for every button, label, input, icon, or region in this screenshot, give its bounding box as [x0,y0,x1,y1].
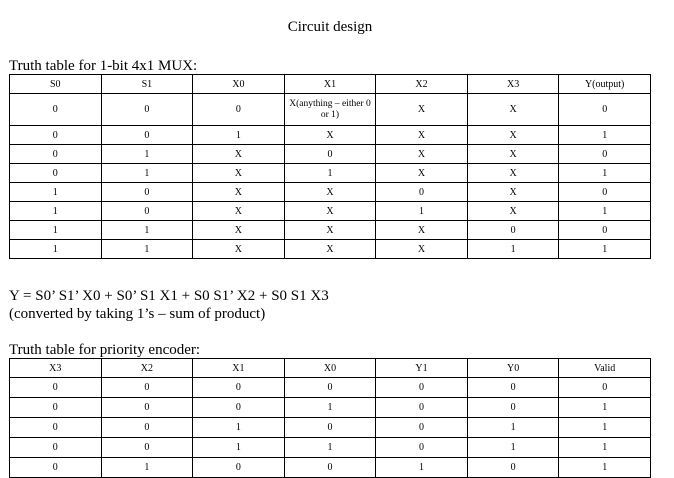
encoder-table-caption: Truth table for priority encoder: [9,342,201,358]
table-cell: 1 [10,183,102,202]
table-cell: X [467,145,559,164]
table-cell: X [193,183,285,202]
table-cell: 1 [559,438,651,458]
table-cell: X [376,145,468,164]
table-cell: 0 [467,398,559,418]
table-row [10,458,651,478]
table-cell: 0 [101,126,193,145]
table-cell: 0 [101,94,193,126]
boolean-equation: Y = S0’ S1’ X0 + S0’ S1 X1 + S0 S1’ X2 + S0 S1 X3 [9,288,329,304]
table-cell: 0 [193,398,285,418]
table-row [10,183,651,202]
header-cell: X0 [193,75,285,94]
table-cell: 0 [559,221,651,240]
table-cell: 0 [284,418,376,438]
table-cell: 0 [10,398,102,418]
header-cell: Y0 [467,359,559,378]
table-cell: 0 [559,145,651,164]
table-cell: 0 [284,458,376,478]
table-cell: 0 [376,418,468,438]
header-cell: X3 [10,359,102,378]
table-cell: 0 [10,438,102,458]
table-cell: X [284,202,376,221]
table-cell: 0 [10,378,102,398]
header-cell: X2 [376,75,468,94]
table-cell: 0 [376,378,468,398]
header-cell: Y(output) [559,75,651,94]
table-cell: 1 [284,398,376,418]
table-cell: 1 [101,240,193,259]
table-cell: 0 [10,458,102,478]
table-cell: X(anything – either 0 or 1) [284,94,376,126]
table-cell: 1 [376,458,468,478]
table-cell: 1 [193,438,285,458]
table-cell: 0 [101,202,193,221]
table-cell: 0 [193,94,285,126]
table-cell: X [467,202,559,221]
table-row [10,378,651,398]
table-cell: 1 [193,126,285,145]
table-cell: 1 [559,398,651,418]
table-cell: 0 [467,458,559,478]
table-cell: X [467,164,559,183]
table-cell: 1 [559,418,651,438]
table-cell: 0 [10,164,102,183]
table-cell: 0 [101,438,193,458]
table-header-row [10,75,651,94]
table-cell: 0 [10,145,102,164]
table-row [10,94,651,126]
table-row [10,126,651,145]
table-cell: 1 [101,164,193,183]
header-cell: Valid [559,359,651,378]
table-row [10,418,651,438]
table-cell: 1 [467,240,559,259]
equation-note: (converted by taking 1’s – sum of product) [9,306,266,322]
header-cell: X2 [101,359,193,378]
table-cell: 0 [559,94,651,126]
table-cell: 1 [284,438,376,458]
header-cell: X1 [284,75,376,94]
table-cell: 0 [10,418,102,438]
table-cell: X [284,221,376,240]
table-cell: 0 [376,398,468,418]
table-row [10,164,651,183]
table-cell: X [376,221,468,240]
table-cell: 1 [101,145,193,164]
header-cell: Y1 [376,359,468,378]
header-cell: S1 [101,75,193,94]
table-cell: 0 [10,94,102,126]
table-row [10,145,651,164]
table-cell: 1 [559,240,651,259]
table-cell: X [376,164,468,183]
mux-truth-table [9,74,651,259]
table-cell: 1 [559,164,651,183]
table-cell: 0 [284,378,376,398]
table-cell: 0 [101,398,193,418]
table-row [10,240,651,259]
table-cell: 0 [284,145,376,164]
table-cell: 1 [101,221,193,240]
table-cell: X [193,145,285,164]
table-cell: 1 [10,202,102,221]
table-row [10,221,651,240]
table-cell: 1 [467,438,559,458]
table-cell: 1 [467,418,559,438]
mux-table-caption: Truth table for 1-bit 4x1 MUX: [9,58,198,74]
table-cell: 1 [284,164,376,183]
table-cell: 0 [467,378,559,398]
table-cell: 0 [10,126,102,145]
table-cell: 1 [101,458,193,478]
page-title: Circuit design [287,19,373,35]
header-cell: X3 [467,75,559,94]
table-cell: X [467,126,559,145]
header-cell: X1 [193,359,285,378]
table-row [10,398,651,418]
table-cell: X [284,183,376,202]
table-cell: X [467,94,559,126]
table-cell: X [193,221,285,240]
table-cell: 1 [559,202,651,221]
table-row [10,202,651,221]
table-cell: 1 [10,240,102,259]
header-cell: S0 [10,75,102,94]
table-cell: X [376,240,468,259]
table-cell: 0 [559,378,651,398]
table-cell: 0 [193,458,285,478]
table-cell: X [376,126,468,145]
table-cell: 1 [10,221,102,240]
table-header-row [10,359,651,378]
table-cell: 0 [101,183,193,202]
table-cell: 0 [101,378,193,398]
table-cell: 0 [193,378,285,398]
table-cell: X [193,202,285,221]
table-cell: X [376,94,468,126]
table-cell: 0 [101,418,193,438]
table-row [10,438,651,458]
table-cell: X [284,240,376,259]
table-cell: 0 [376,438,468,458]
table-cell: X [193,240,285,259]
table-cell: 0 [376,183,468,202]
table-cell: 1 [193,418,285,438]
table-cell: 1 [559,126,651,145]
table-cell: X [467,183,559,202]
table-cell: 1 [376,202,468,221]
priority-encoder-truth-table [9,358,651,478]
header-cell: X0 [284,359,376,378]
table-cell: X [284,126,376,145]
table-cell: 1 [559,458,651,478]
table-cell: 0 [467,221,559,240]
table-cell: 0 [559,183,651,202]
table-cell: X [193,164,285,183]
